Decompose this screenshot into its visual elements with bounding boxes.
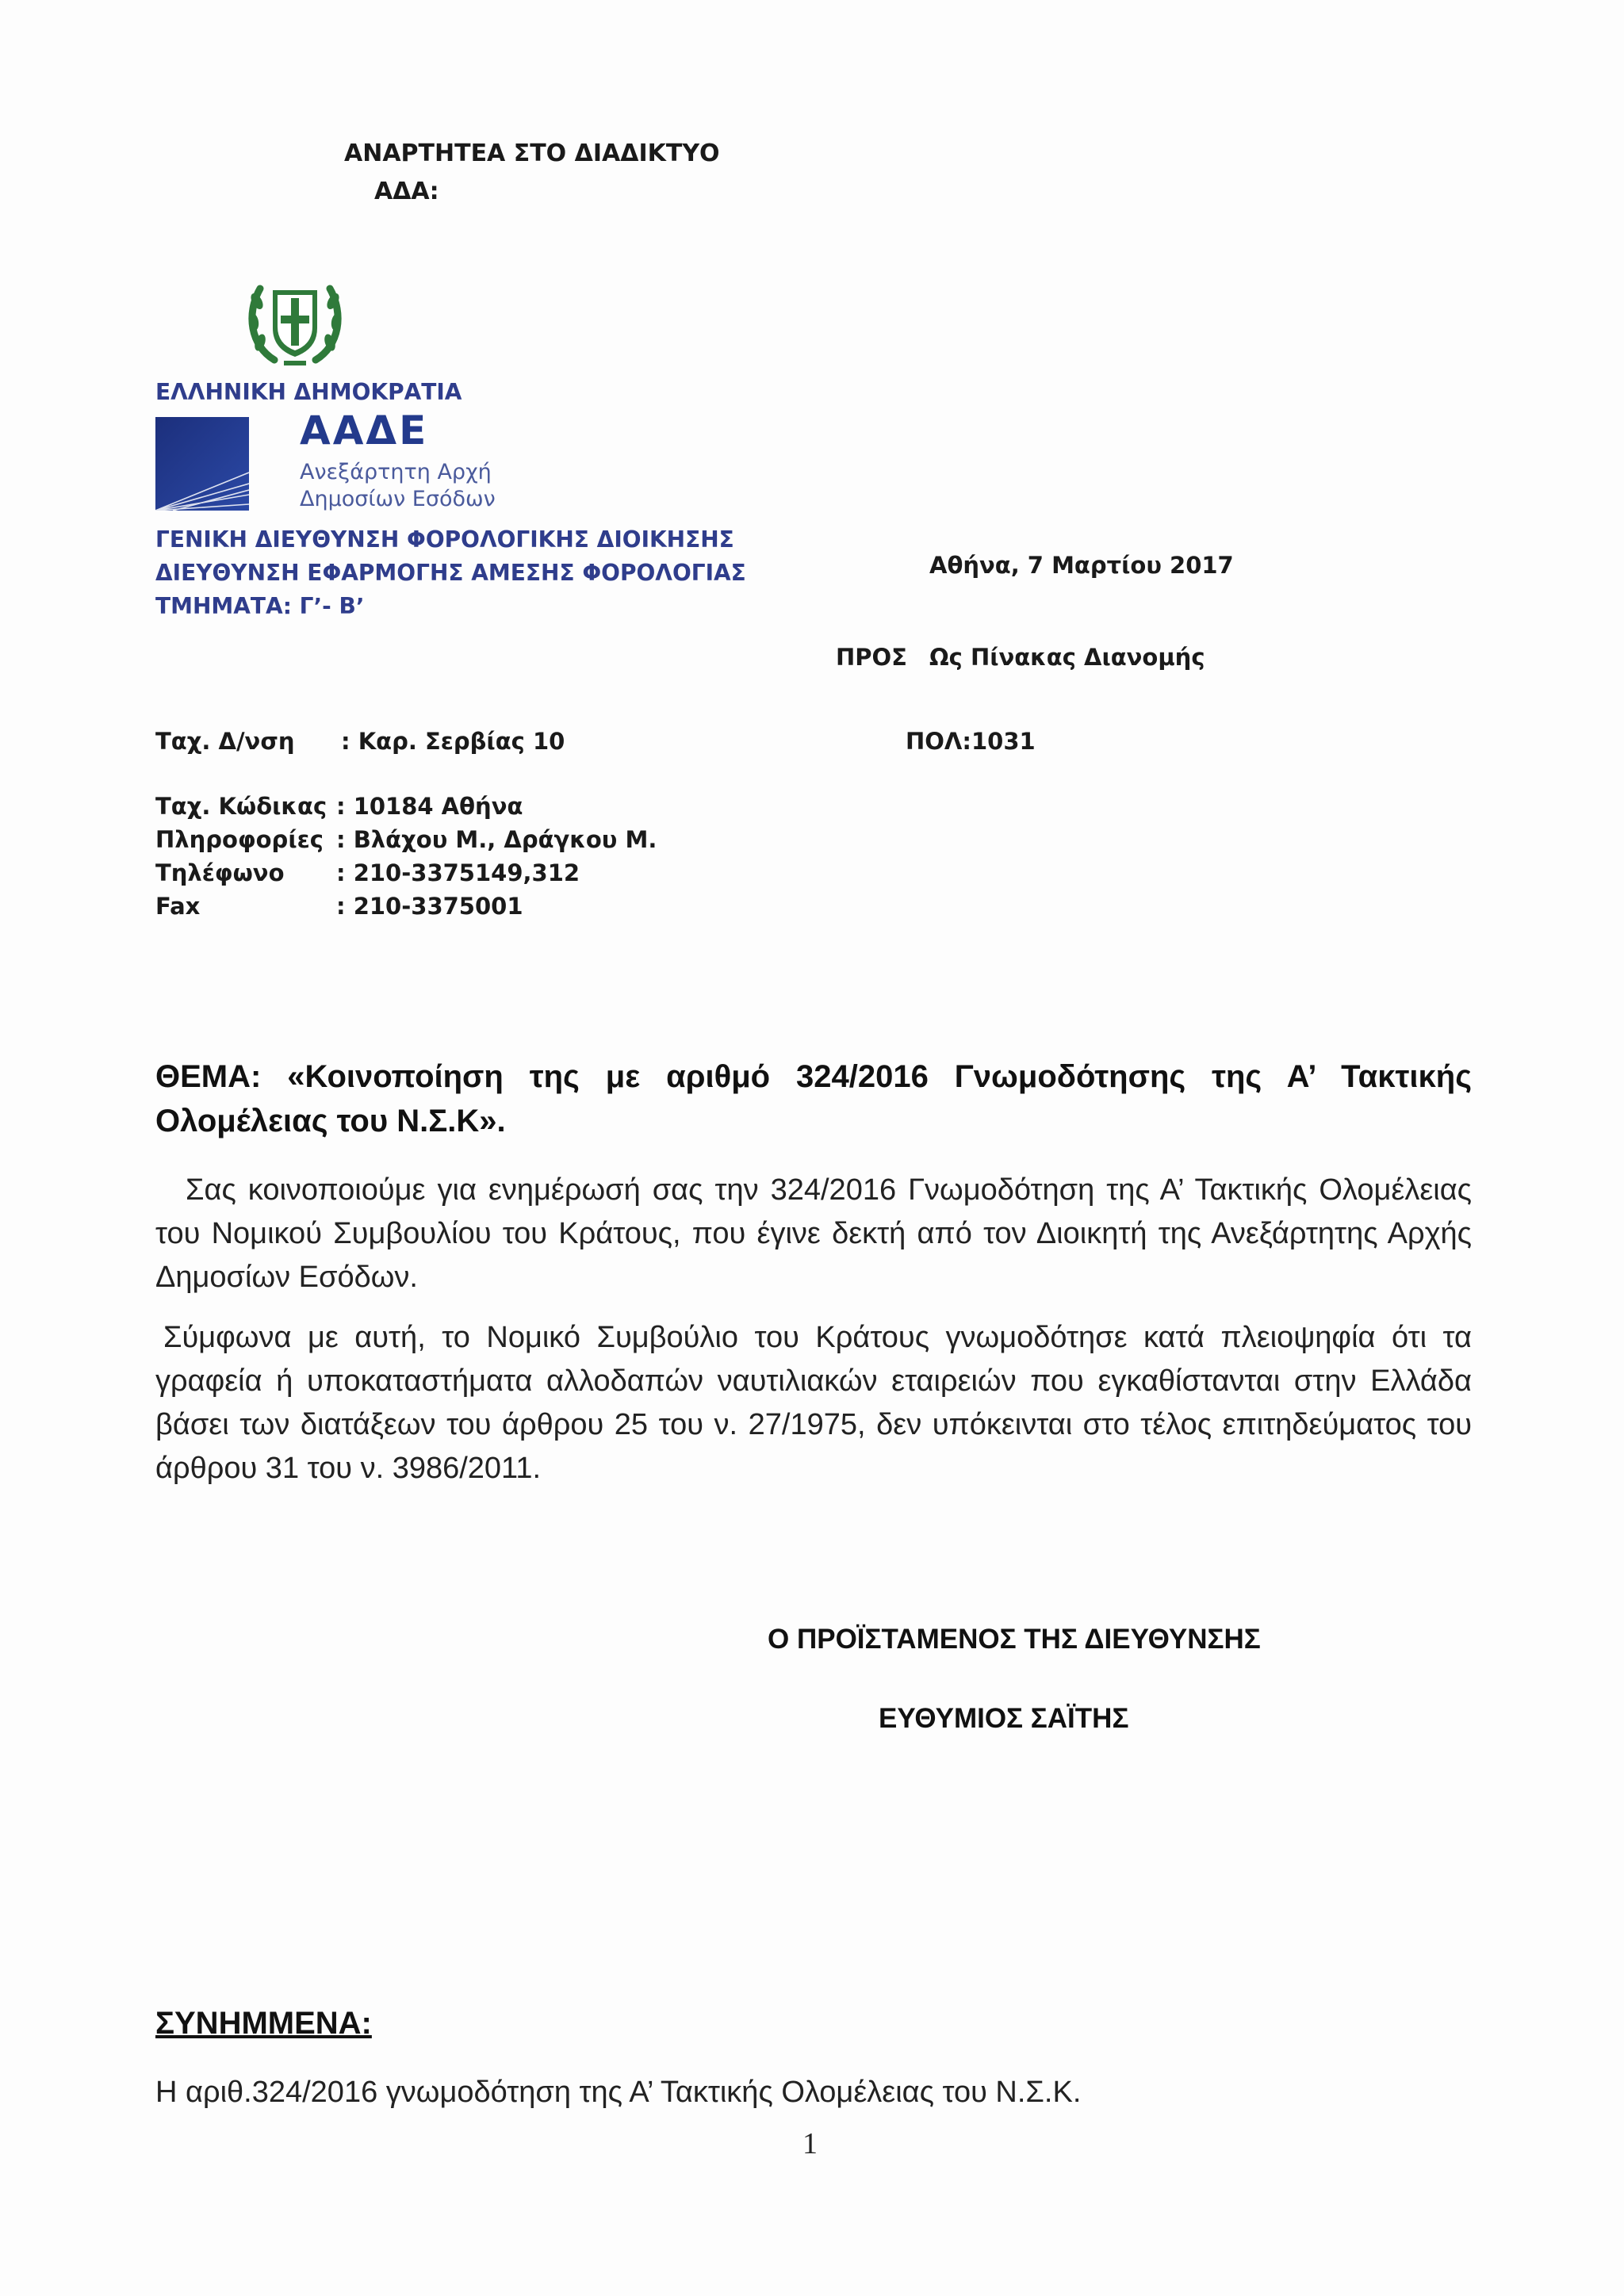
aade-logo-title: ΑΑΔΕ xyxy=(300,408,429,453)
recipient-label: ΠΡΟΣ xyxy=(836,644,907,671)
contact-label: Ταχ. Δ/νση xyxy=(155,728,295,755)
attachments-heading: ΣΥΝΗΜΜΕΝΑ: xyxy=(155,2006,372,2041)
contact-label: Πληροφορίες xyxy=(155,826,324,853)
recipient-value: Ως Πίνακας Διανομής xyxy=(929,644,1205,671)
body-paragraph-2: Σύμφωνα με αυτή, το Νομικό Συμβούλιο του Κράτους γνωμοδότησε κατά πλειοψηφία ότι τα γραφεία ή υποκαταστήματα αλλοδαπών ναυτιλιακών εταιρειών που εγκαθίστανται στην Ελλάδα βάσει των διατάξεων του άρθρου 25 του ν. 27/1975, δεν υπόκεινται στο τέλος επιτηδεύματος του άρθρου 31 του ν. 3986/2011. xyxy=(155,1321,1472,1485)
contact-value: : Βλάχου Μ., Δράγκου Μ. xyxy=(336,826,657,853)
aade-logo-subtitle-1: Ανεξάρτητη Αρχή xyxy=(300,460,492,484)
contact-label: Fax xyxy=(155,893,201,920)
departments: ΤΜΗΜΑΤΑ: Γ’- Β’ xyxy=(155,593,365,619)
greek-emblem-icon xyxy=(243,266,347,369)
subject: ΘΕΜΑ: «Κοινοποίηση της με αριθμό 324/2016 Γνωμοδότησης της Α’ Τακτικής Ολομέλειας του Ν.Σ.Κ». xyxy=(155,1059,1472,1138)
ada-label: ΑΔΑ: xyxy=(374,178,439,205)
general-directorate: ΓΕΝΙΚΗ ΔΙΕΥΘΥΝΣΗ ΦΟΡΟΛΟΓΙΚΗΣ ΔΙΟΙΚΗΣΗΣ xyxy=(155,526,734,553)
body-paragraph-1: Σας κοινοποιούμε για ενημέρωσή σας την 324/2016 Γνωμοδότηση της Α’ Τακτικής Ολομέλειας του Νομικού Συμβουλίου του Κράτους, που έγινε δεκτή από τον Διοικητή της Ανεξάρτητης Αρχής Δημοσίων Εσόδων. xyxy=(155,1173,1472,1294)
contact-label: Τηλέφωνο xyxy=(155,859,285,886)
directorate: ΔΙΕΥΘΥΝΣΗ ΕΦΑΡΜΟΓΗΣ ΑΜΕΣΗΣ ΦΟΡΟΛΟΓΙΑΣ xyxy=(155,560,746,586)
posting-note: ΑΝΑΡΤΗΤΕΑ ΣΤΟ ΔΙΑΔΙΚΤΥΟ xyxy=(344,140,720,167)
signature-title: Ο ΠΡΟΪΣΤΑΜΕΝΟΣ ΤΗΣ ΔΙΕΥΘΥΝΣΗΣ xyxy=(768,1624,1261,1655)
contact-value: : Καρ. Σερβίας 10 xyxy=(341,728,565,755)
contact-label: Ταχ. Κώδικας xyxy=(155,793,327,820)
contact-value: : 210-3375149,312 xyxy=(336,859,580,886)
signature-name: ΕΥΘΥΜΙΟΣ ΣΑΪΤΗΣ xyxy=(879,1703,1129,1734)
place-date: Αθήνα, 7 Μαρτίου 2017 xyxy=(929,552,1234,579)
contact-value: : 10184 Αθήνα xyxy=(336,793,523,820)
attachment-item: Η αριθ.324/2016 γνωμοδότηση της Α’ Τακτικής Ολομέλειας του Ν.Σ.Κ. xyxy=(155,2076,1082,2109)
aade-logo-subtitle-2: Δημοσίων Εσόδων xyxy=(300,487,496,511)
page-number: 1 xyxy=(802,2127,818,2160)
republic-label: ΕΛΛΗΝΙΚΗ ΔΗΜΟΚΡΑΤΙΑ xyxy=(155,379,462,405)
aade-logo-icon xyxy=(155,417,249,511)
contact-value: : 210-3375001 xyxy=(336,893,523,920)
circular-number: ΠΟΛ:1031 xyxy=(906,728,1036,755)
